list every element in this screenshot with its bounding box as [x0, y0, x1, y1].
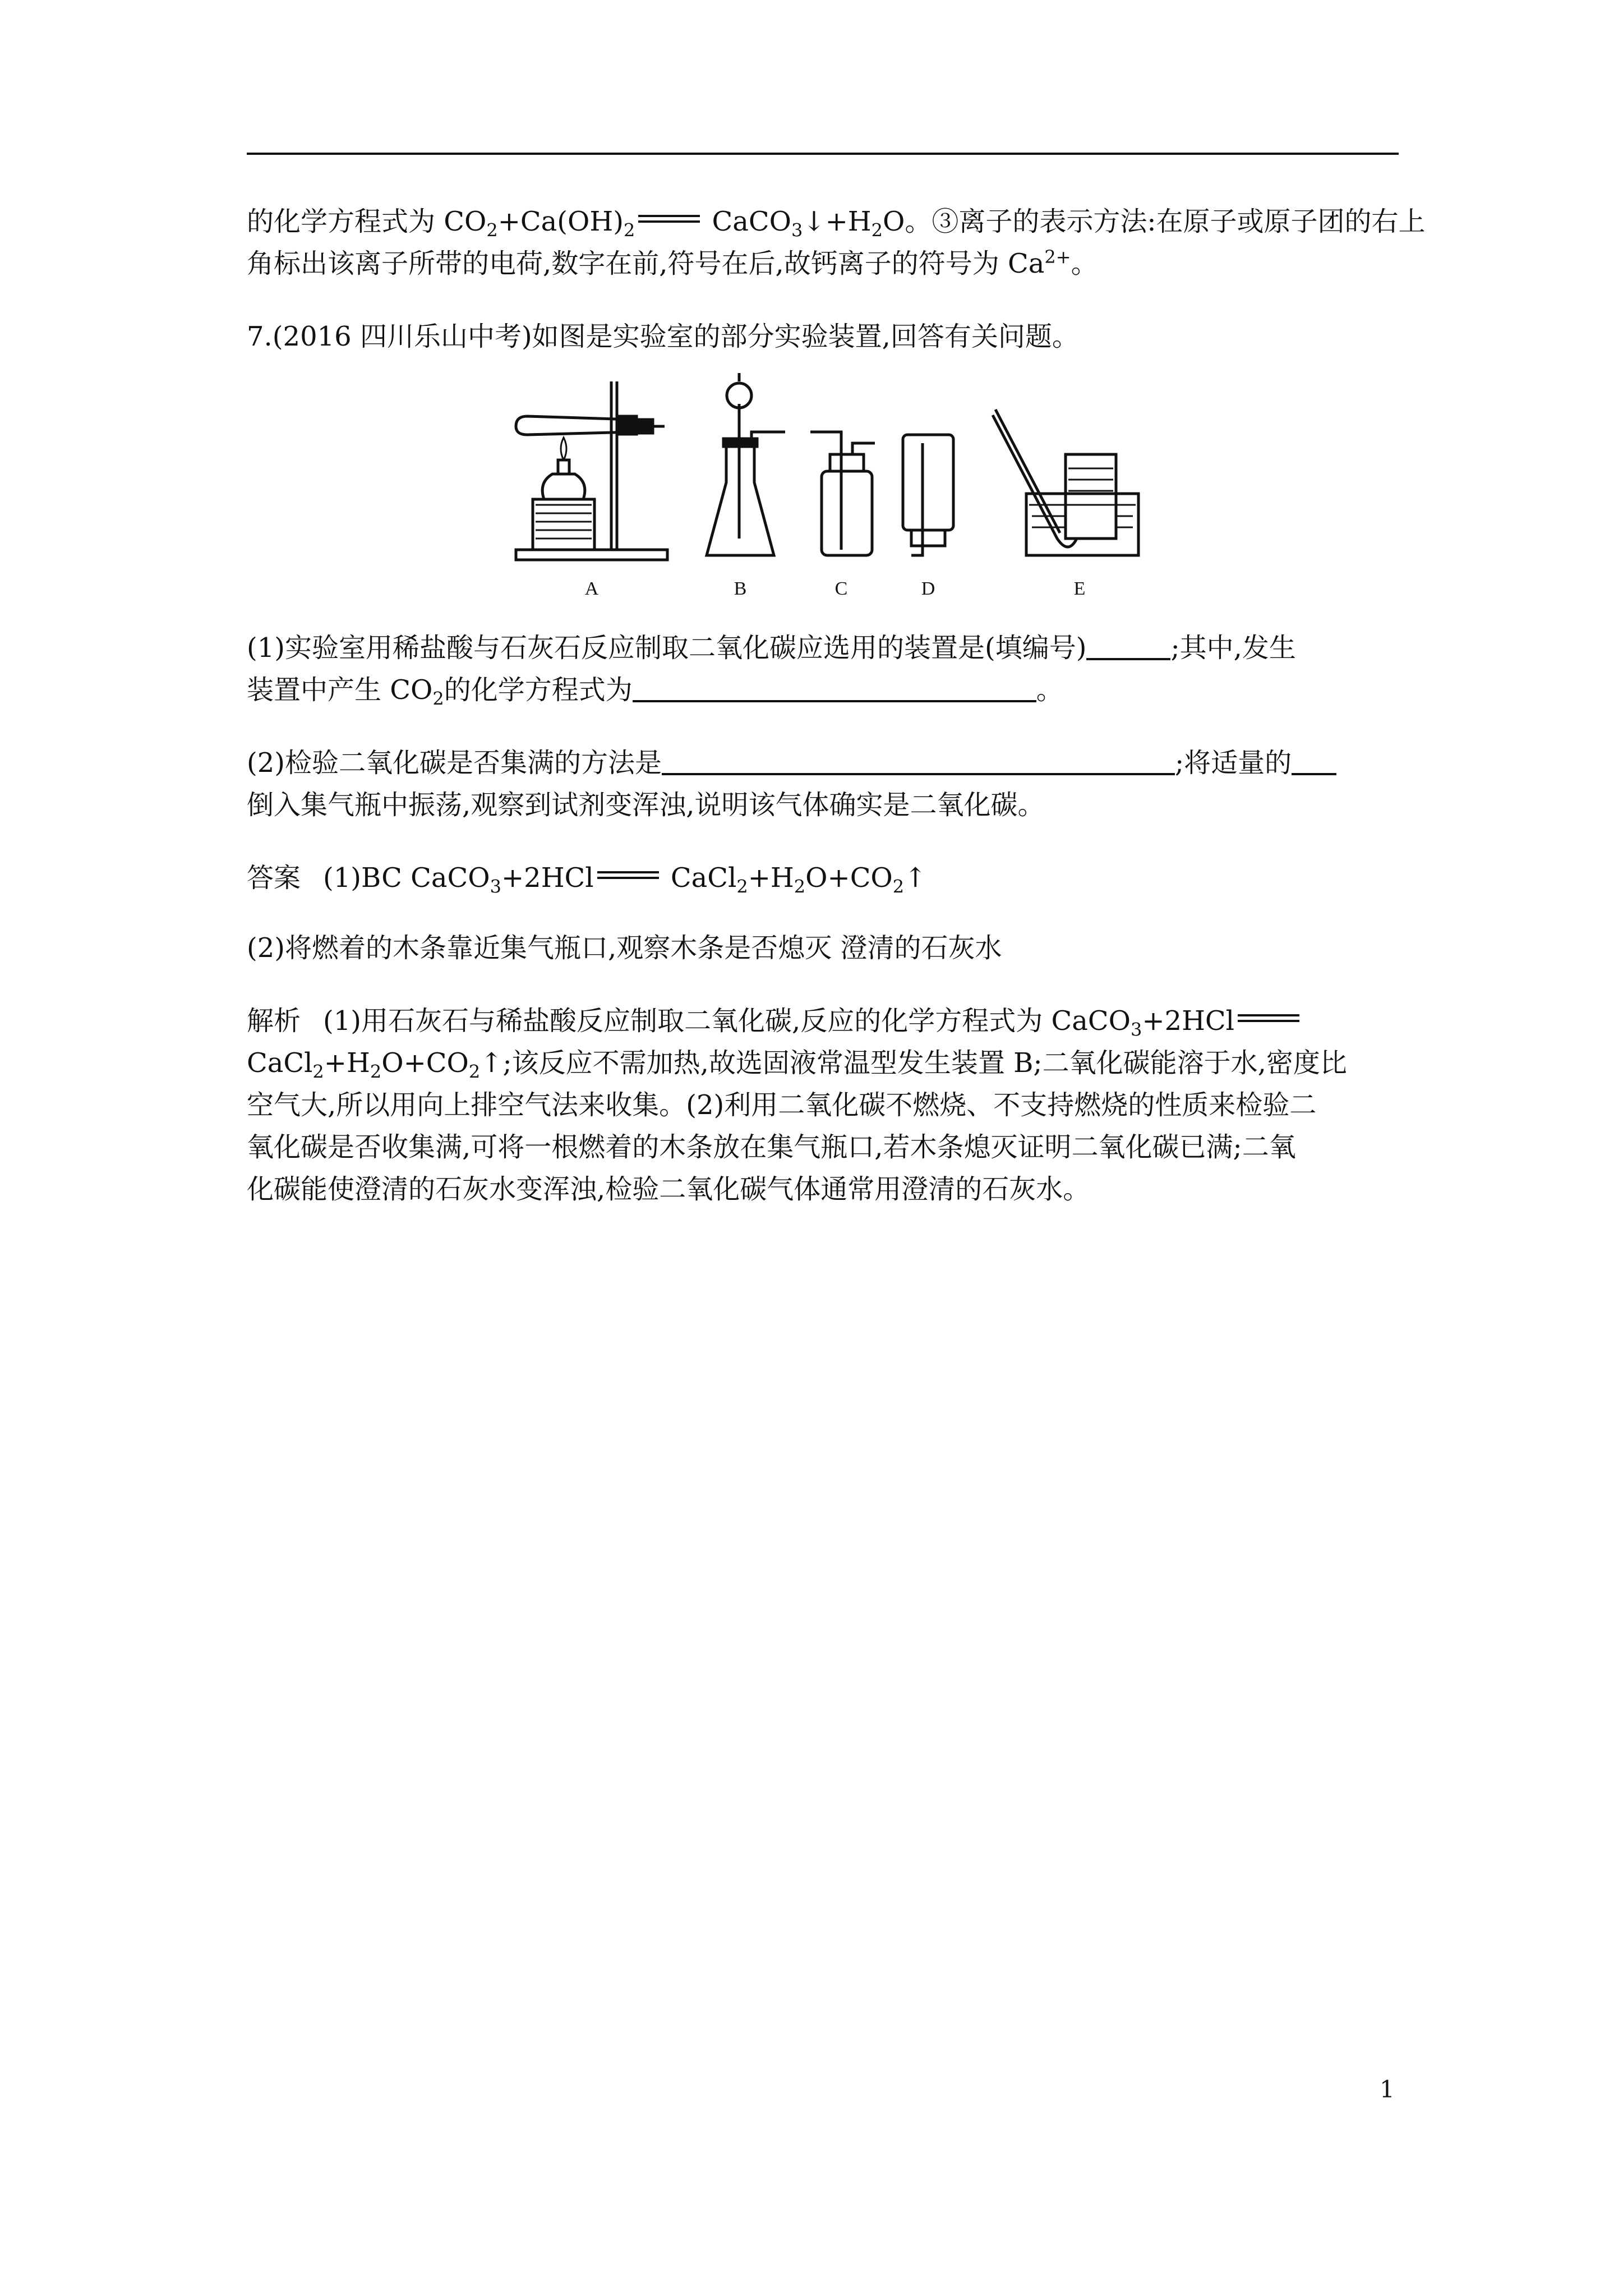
answer-blank[interactable] — [633, 675, 1036, 702]
figure-label-b: B — [734, 578, 747, 599]
apparatus-figure — [505, 370, 1144, 606]
answer-line-1: 答案 (1)BC CaCO$_3$+2HCl $CaCl_2+H_2O+CO_2↑$ — [247, 862, 927, 898]
answer-line-2: (2)将燃着的木条靠近集气瓶口,观察木条是否熄灭 澄清的石灰水 — [247, 932, 1002, 964]
intro-line-1: 的化学方程式为 $CO_2+Ca(OH)_2$ $CaCO_3↓+H_2O$。③离子的表示方法:在原子或原子团的右上 — [247, 206, 1426, 241]
figure-label-c: C — [834, 578, 848, 599]
answer-blank[interactable] — [1086, 633, 1170, 660]
question-1-line-1: (1)实验室用稀盐酸与石灰石反应制取二氧化碳应选用的装置是(填编号) ;其中,发生 — [247, 632, 1296, 664]
page-number: 1 — [1380, 2076, 1395, 2103]
question-1-line-2: 装置中产生 $CO_2$的化学方程式为 。 — [247, 674, 1063, 710]
apparatus-e-drawing — [993, 409, 1138, 555]
apparatus-c-drawing — [810, 432, 875, 555]
analysis-line-4: 氧化碳是否收集满,可将一根燃着的木条放在集气瓶口,若木条熄灭证明二氧化碳已满;二氧 — [247, 1131, 1296, 1163]
analysis-label: 解析 — [247, 1005, 301, 1037]
figure-label-a: A — [584, 578, 599, 599]
intro-line-2: 角标出该离子所带的电荷,数字在前,符号在后,故钙离子的符号为 $Ca^{2+}$。 — [247, 246, 1098, 279]
equation-double-line — [597, 871, 659, 879]
equation-double-line — [638, 215, 700, 223]
analysis-line-2: $CaCl_2+H_2O+CO_2↑$;该反应不需加热,故选固液常温型发生装置 B;二氧化碳能溶于水,密度比 — [247, 1047, 1347, 1083]
apparatus-b-drawing — [707, 373, 785, 555]
question-2-line-2: 倒入集气瓶中振荡,观察到试剂变浑浊,说明该气体确实是二氧化碳。 — [247, 789, 1045, 821]
answer-label: 答案 — [247, 862, 301, 894]
header-rule — [247, 153, 1399, 155]
apparatus-d-drawing — [903, 435, 953, 555]
answer-blank[interactable] — [1292, 748, 1336, 775]
equation-double-line — [1238, 1014, 1299, 1022]
question-2-line-1: (2)检验二氧化碳是否集满的方法是 ;将适量的 — [247, 740, 1399, 785]
figure-label-d: D — [921, 578, 935, 599]
answer-blank[interactable] — [662, 748, 1175, 775]
analysis-line-1: 解析 (1)用石灰石与稀盐酸反应制取二氧化碳,反应的化学方程式为 CaCO$_3$+2HCl — [247, 999, 1399, 1043]
analysis-line-3: 空气大,所以用向上排空气法来收集。(2)利用二氧化碳不燃烧、不支持燃烧的性质来检验二 — [247, 1089, 1317, 1121]
figure-label-e: E — [1073, 578, 1086, 599]
apparatus-a-drawing — [516, 381, 667, 560]
question-title: 7.(2016 四川乐山中考)如图是实验室的部分实验装置,回答有关问题。 — [247, 321, 1079, 352]
analysis-line-5: 化碳能使澄清的石灰水变浑浊,检验二氧化碳气体通常用澄清的石灰水。 — [247, 1174, 1090, 1205]
